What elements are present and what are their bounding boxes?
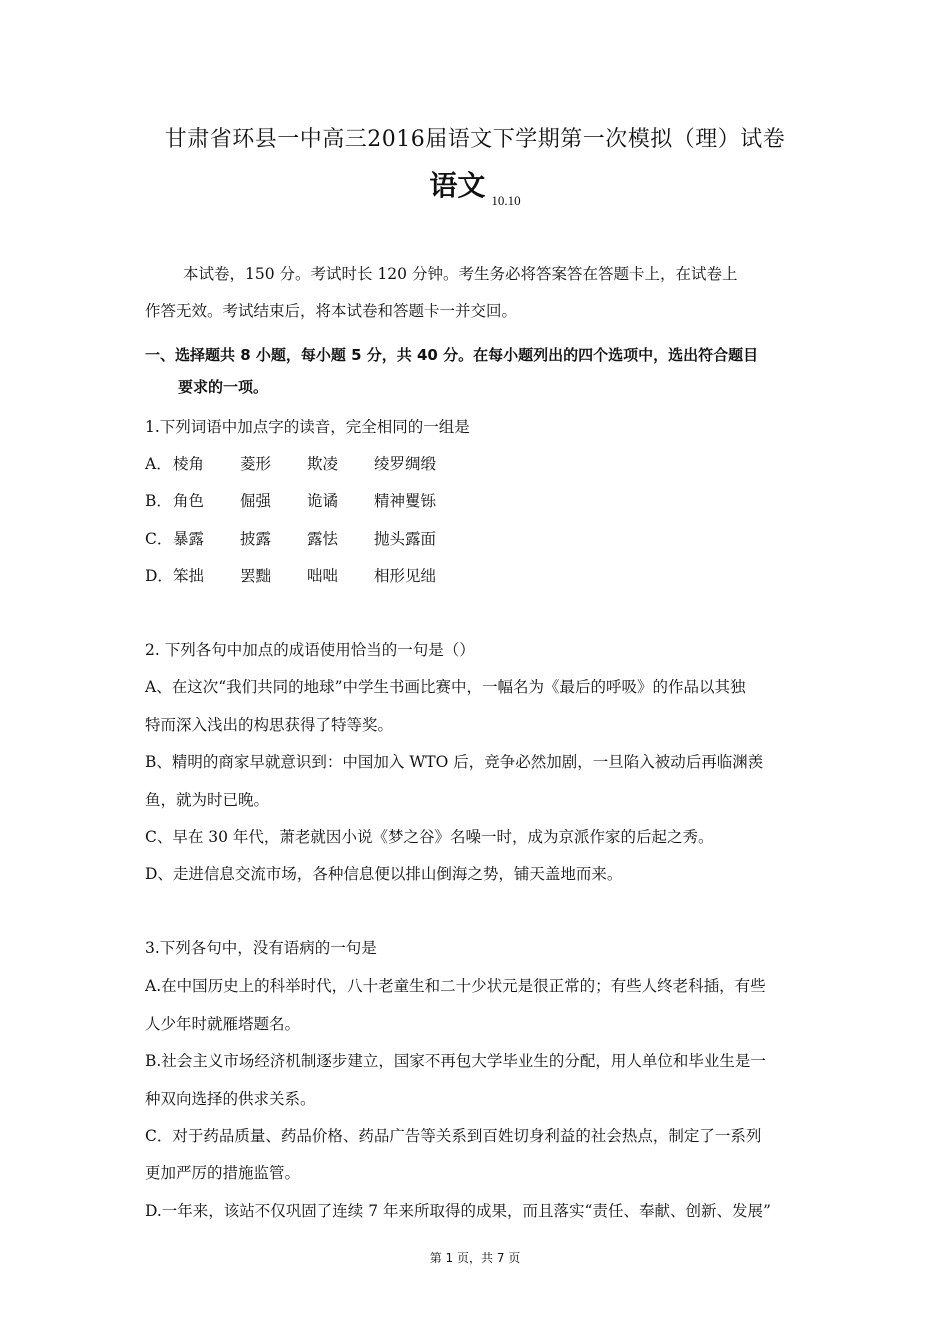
q1-option-c bbox=[145, 527, 436, 549]
option-word: 暴露 bbox=[173, 530, 205, 548]
q1-option-d bbox=[145, 564, 436, 586]
q1-option-a bbox=[145, 452, 436, 474]
option-label: A． bbox=[145, 455, 172, 473]
q2-option-b-line-2: 鱼，就为时已晚。 bbox=[145, 791, 270, 809]
subject-heading bbox=[0, 164, 950, 209]
option-label: D． bbox=[145, 567, 173, 585]
option-word: 欺凌 bbox=[307, 455, 339, 473]
option-word: 抛头露面 bbox=[374, 530, 437, 548]
q1-stem: 1.下列词语中加点字的读音，完全相同的一组是 bbox=[145, 418, 470, 436]
q2-option-c: C、早在 30 年代，萧老就因小说《梦之谷》名噪一时，成为京派作家的后起之秀。 bbox=[145, 828, 714, 846]
q2-option-b-line-1: B、精明的商家早就意识到：中国加入 WTO 后，竞争必然加剧，一旦陷入被动后再临渊羡 bbox=[145, 753, 764, 771]
intro-line-2: 作答无效。考试结束后，将本试卷和答题卡一并交回。 bbox=[145, 302, 518, 320]
option-word: 倔强 bbox=[240, 492, 272, 510]
option-word: 角色 bbox=[173, 492, 205, 510]
section-heading-line-1: 一、选择题共 8 小题，每小题 5 分，共 40 分。在每小题列出的四个选项中，选出符合题目 bbox=[145, 346, 759, 364]
q3-option-d-line-1: D.一年来，该站不仅巩固了连续 7 年来所取得的成果，而且落实“责任、奉献、创新、发展” bbox=[145, 1202, 771, 1220]
q3-option-c-line-1: C．对于药品质量、药品价格、药品广告等关系到百姓切身利益的社会热点，制定了一系列 bbox=[145, 1127, 762, 1145]
subject-label: 语文 bbox=[429, 169, 486, 202]
option-word: 露怯 bbox=[307, 530, 339, 548]
q3-option-a-line-1: A.在中国历史上的科举时代，八十老童生和二十少状元是很正常的；有些人终老科插，有些 bbox=[145, 977, 766, 995]
page-number: 第 1 页，共 7 页 bbox=[429, 1251, 521, 1265]
q3-option-b-line-2: 种双向选择的供求关系。 bbox=[145, 1090, 316, 1108]
option-word: 笨拙 bbox=[173, 567, 205, 585]
option-word: 菱形 bbox=[240, 455, 272, 473]
option-label: B． bbox=[145, 492, 172, 510]
page-title: 甘肃省环县一中高三2016届语文下学期第一次模拟（理）试卷 bbox=[164, 127, 786, 152]
intro-line-1: 本试卷，150 分。考试时长 120 分钟。考生务必将答案答在答题卡上，在试卷上 bbox=[183, 265, 738, 283]
q3-stem: 3.下列各句中，没有语病的一句是 bbox=[145, 939, 377, 957]
option-word: 罢黜 bbox=[240, 567, 272, 585]
option-word: 咄咄 bbox=[307, 567, 339, 585]
option-word: 相形见绌 bbox=[374, 567, 437, 585]
q3-option-c-line-2: 更加严厉的措施监管。 bbox=[145, 1164, 301, 1182]
q2-option-a-line-1: A、在这次“我们共同的地球”中学生书画比赛中，一幅名为《最后的呼吸》的作品以其独 bbox=[145, 678, 746, 696]
section-heading-line-2: 要求的一项。 bbox=[178, 378, 269, 396]
q3-option-b-line-1: B.社会主义市场经济机制逐步建立，国家不再包大学毕业生的分配，用人单位和毕业生是一 bbox=[145, 1052, 766, 1070]
subject-date: 10.10 bbox=[491, 193, 521, 208]
option-word: 绫罗绸缎 bbox=[374, 455, 437, 473]
q2-option-d: D、走进信息交流市场，各种信息便以排山倒海之势，铺天盖地而来。 bbox=[145, 865, 623, 883]
option-word: 棱角 bbox=[173, 455, 205, 473]
q3-option-a-line-2: 人少年时就雁塔题名。 bbox=[145, 1015, 301, 1033]
option-word: 精神矍铄 bbox=[374, 492, 437, 510]
q1-option-b bbox=[145, 489, 436, 511]
option-word: 披露 bbox=[240, 530, 272, 548]
q2-stem: 2. 下列各句中加点的成语使用恰当的一句是（） bbox=[145, 641, 475, 659]
option-word: 诡谲 bbox=[307, 492, 339, 510]
q2-option-a-line-2: 特而深入浅出的构思获得了特等奖。 bbox=[145, 716, 394, 734]
option-label: C． bbox=[145, 530, 173, 548]
